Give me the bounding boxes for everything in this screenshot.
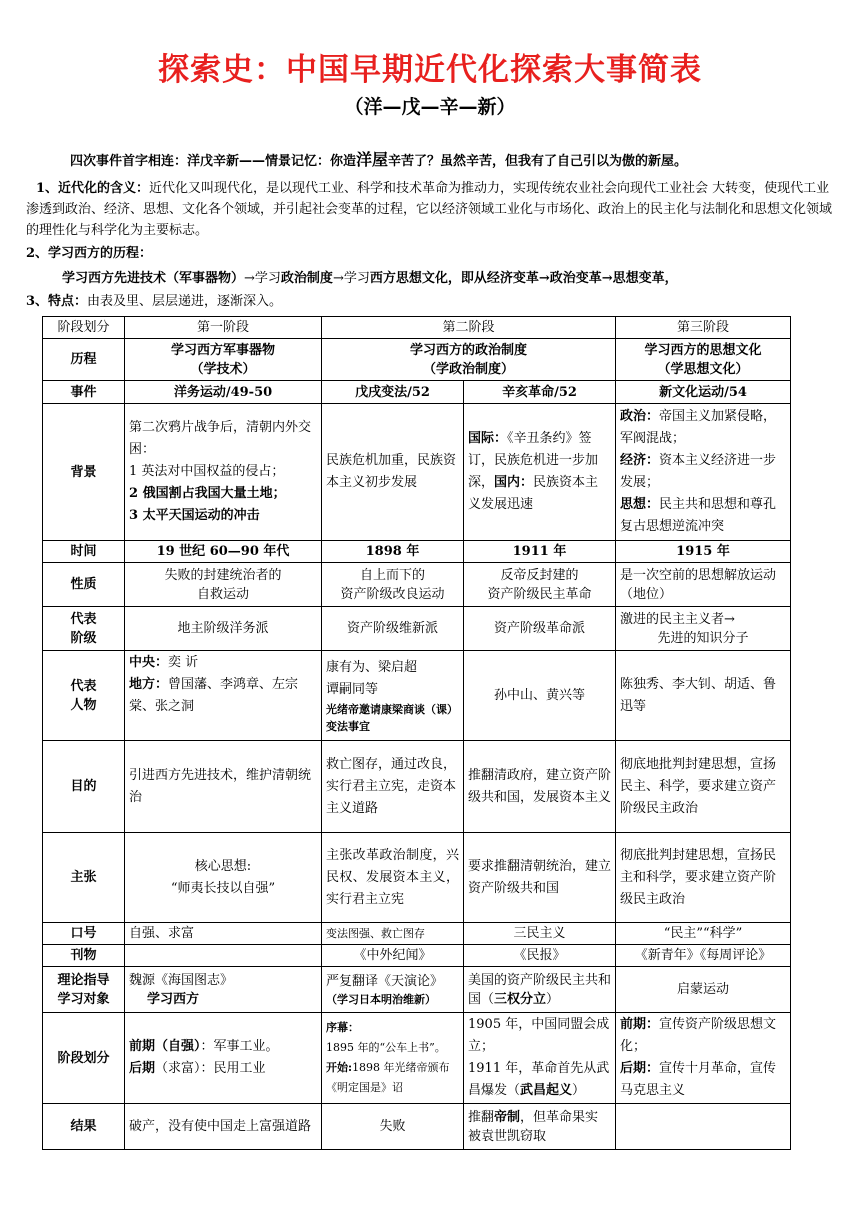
row-label: 主张 [43, 833, 125, 923]
row-label: 代表 人物 [43, 651, 125, 741]
phases-xinwenhua: 前期：宣传资产阶级思想文化； 后期：宣传十月革命，宣传马克思主义 [616, 1013, 791, 1104]
time-wuxu: 1898 年 [322, 541, 464, 563]
purpose-wuxu: 救亡图存，通过改良，实行君主立宪，走资本主义道路 [322, 741, 464, 833]
mnemonic-lead: 四次事件首字相连：洋戊辛新——情景记忆：你造 [70, 154, 357, 169]
mnemonic-tail: 辛苦了？虽然辛苦，但我有了自己引以为傲的新屋。 [388, 154, 688, 169]
table-row [43, 945, 791, 967]
figures-xinwenhua: 陈独秀、李大钊、胡适、鲁迅等 [616, 651, 791, 741]
course-stage2: 学习西方的政治制度 （学政治制度） [322, 339, 616, 381]
row-label: 事件 [43, 381, 125, 404]
figures-xinhai: 孙中山、黄兴等 [464, 651, 616, 741]
row-label: 背景 [43, 404, 125, 541]
class-xinwenhua: 激进的民主主义者→ 先进的知识分子 [616, 607, 791, 651]
claims-xinwenhua: 彻底批判封建思想，宣扬民主和科学，要求建立资产阶级民主政治 [616, 833, 791, 923]
intro-features [26, 291, 841, 312]
row-label: 刊物 [43, 945, 125, 967]
phases-yangwu: 前期（自强）：军事工业。 后期（求富）：民用工业 [125, 1013, 322, 1104]
course-step-3: 西方思想文化，即从经济变革→政治变革→思想变革， [369, 271, 678, 286]
class-xinhai: 资产阶级革命派 [464, 607, 616, 651]
table-row [43, 541, 791, 563]
theory-wuxu: 严复翻译《天演论》 （学习日本明治维新） [322, 967, 464, 1013]
row-label: 理论指导 学习对象 [43, 967, 125, 1013]
course-stage1: 学习西方军事器物 （学技术） [125, 339, 322, 381]
features-text: 由表及里、层层递进，逐渐深入。 [87, 294, 283, 309]
background-yangwu: 第二次鸦片战争后，清朝内外交困： 1 英法对中国权益的侵占； 2 俄国割占我国大量土地； 3 太平天国运动的冲击 [125, 404, 322, 541]
nature-xinhai: 反帝反封建的 资产阶级民主革命 [464, 563, 616, 607]
row-label: 口号 [43, 923, 125, 945]
page-title: 探索史：中国早期近代化探索大事简表 [158, 52, 702, 88]
background-xinhai: 国际：《辛丑条约》签订，民族危机进一步加深，国内：民族资本主义发展迅速 [464, 404, 616, 541]
background-wuxu: 民族危机加重，民族资本主义初步发展 [322, 404, 464, 541]
nature-wuxu: 自上而下的 资产阶级改良运动 [322, 563, 464, 607]
table-row [43, 339, 791, 381]
row-label: 历程 [43, 339, 125, 381]
theory-yangwu: 魏源《海国图志》 学习西方 [125, 967, 322, 1013]
header-stage3: 第三阶段 [616, 317, 791, 339]
table-row [43, 563, 791, 607]
background-xinwenhua: 政治：帝国主义加紧侵略，军阀混战； 经济：资本主义经济进一步发展； 思想：民主共和思想和尊孔复古思想逆流冲突 [616, 404, 791, 541]
claims-xinhai: 要求推翻清朝统治，建立资产阶级共和国 [464, 833, 616, 923]
event-xinwenhua: 新文化运动/54 [616, 381, 791, 404]
table-row [43, 1013, 791, 1104]
nature-yangwu: 失败的封建统治者的 自救运动 [125, 563, 322, 607]
table-row [43, 923, 791, 945]
table-row [43, 381, 791, 404]
course-step-2: 政治制度 [280, 271, 333, 286]
row-label: 阶段划分 [43, 1013, 125, 1104]
row-label: 时间 [43, 541, 125, 563]
slogan-xinhai: 三民主义 [464, 923, 616, 945]
phases-wuxu: 序幕： 1895 年的“公车上书”。 开始:1898 年光绪帝颁布《明定国是》诏 [322, 1013, 464, 1104]
result-xinhai: 推翻帝制，但革命果实被袁世凯窃取 [464, 1104, 616, 1150]
header-stage2: 第二阶段 [322, 317, 616, 339]
event-yangwu: 洋务运动/49-50 [125, 381, 322, 404]
journal-wuxu: 《中外纪闻》 [322, 945, 464, 967]
features-heading: 3、特点： [26, 294, 88, 309]
mnemonic-line [70, 147, 687, 170]
row-label: 结果 [43, 1104, 125, 1150]
time-yangwu: 19 世纪 60—90 年代 [125, 541, 322, 563]
course-arrow-1: →学习 [244, 271, 281, 286]
slogan-xinwenhua: “民主”“科学” [616, 923, 791, 945]
purpose-xinhai: 推翻清政府，建立资产阶级共和国，发展资本主义 [464, 741, 616, 833]
definition-heading: 1、近代化的含义： [36, 181, 150, 196]
intro-definition [26, 178, 841, 241]
time-xinhai: 1911 年 [464, 541, 616, 563]
slogan-wuxu: 变法图强、救亡图存 [322, 923, 464, 945]
course-arrow-2: →学习 [332, 271, 370, 286]
table-row [43, 651, 791, 741]
result-xinwenhua [616, 1104, 791, 1150]
result-wuxu: 失败 [322, 1104, 464, 1150]
claims-yangwu: 核心思想: “师夷长技以自强” [125, 833, 322, 923]
course-step-1: 学习西方先进技术（军事器物） [62, 271, 245, 286]
figures-wuxu: 康有为、梁启超 谭嗣同等 光绪帝邀请康梁商谈（课）变法事宜 [322, 651, 464, 741]
mnemonic-big: 洋屋 [356, 150, 389, 169]
table-row [43, 404, 791, 541]
purpose-yangwu: 引进西方先进技术，维护清朝统治 [125, 741, 322, 833]
result-yangwu: 破产，没有使中国走上富强道路 [125, 1104, 322, 1150]
table-row [43, 1104, 791, 1150]
slogan-yangwu: 自强、求富 [125, 923, 322, 945]
course-stage3: 学习西方的思想文化 （学思想文化） [616, 339, 791, 381]
journal-yangwu [125, 945, 322, 967]
definition-text: 近代化又叫现代化，是以现代工业、科学和技术革命为推动力，实现传统农业社会向现代工业社会 大转变，使现代工业渗透到政治、经济、思想、文化各个领域，并引起社会变革的过程，它以经济领域工业化与市场化、政治上的民主化与法制化和思想文化领域的理性化与科学化为主要标志。 [26, 181, 833, 238]
event-wuxu: 戊戌变法/52 [322, 381, 464, 404]
time-xinwenhua: 1915 年 [616, 541, 791, 563]
page-subtitle: （洋—戊—辛—新） [344, 96, 516, 118]
class-yangwu: 地主阶级洋务派 [125, 607, 322, 651]
header-stage1: 第一阶段 [125, 317, 322, 339]
event-xinhai: 辛亥革命/52 [464, 381, 616, 404]
table-row [43, 833, 791, 923]
row-label: 代表 阶级 [43, 607, 125, 651]
intro-course [62, 268, 842, 289]
purpose-xinwenhua: 彻底地批判封建思想，宣扬民主、科学，要求建立资产阶级民主政治 [616, 741, 791, 833]
table-row [43, 741, 791, 833]
class-wuxu: 资产阶级维新派 [322, 607, 464, 651]
phases-xinhai: 1905 年，中国同盟会成立； 1911 年，革命首先从武昌爆发（武昌起义） [464, 1013, 616, 1104]
figures-yangwu: 中央：奕 䜣 地方：曾国藩、李鸿章、左宗棠、张之洞 [125, 651, 322, 741]
theory-xinhai: 美国的资产阶级民主共和国（三权分立） [464, 967, 616, 1013]
table-row [43, 317, 791, 339]
nature-xinwenhua: 是一次空前的思想解放运动（地位） [616, 563, 791, 607]
table-row [43, 607, 791, 651]
events-table [42, 316, 791, 1150]
theory-xinwenhua: 启蒙运动 [616, 967, 791, 1013]
table-row [43, 967, 791, 1013]
row-label: 性质 [43, 563, 125, 607]
claims-wuxu: 主张改革政治制度，兴民权、发展资本主义，实行君主立宪 [322, 833, 464, 923]
row-label: 目的 [43, 741, 125, 833]
journal-xinwenhua: 《新青年》《每周评论》 [616, 945, 791, 967]
intro-course-heading: 2、学习西方的历程： [26, 246, 153, 261]
header-stage-label: 阶段划分 [43, 317, 125, 339]
journal-xinhai: 《民报》 [464, 945, 616, 967]
